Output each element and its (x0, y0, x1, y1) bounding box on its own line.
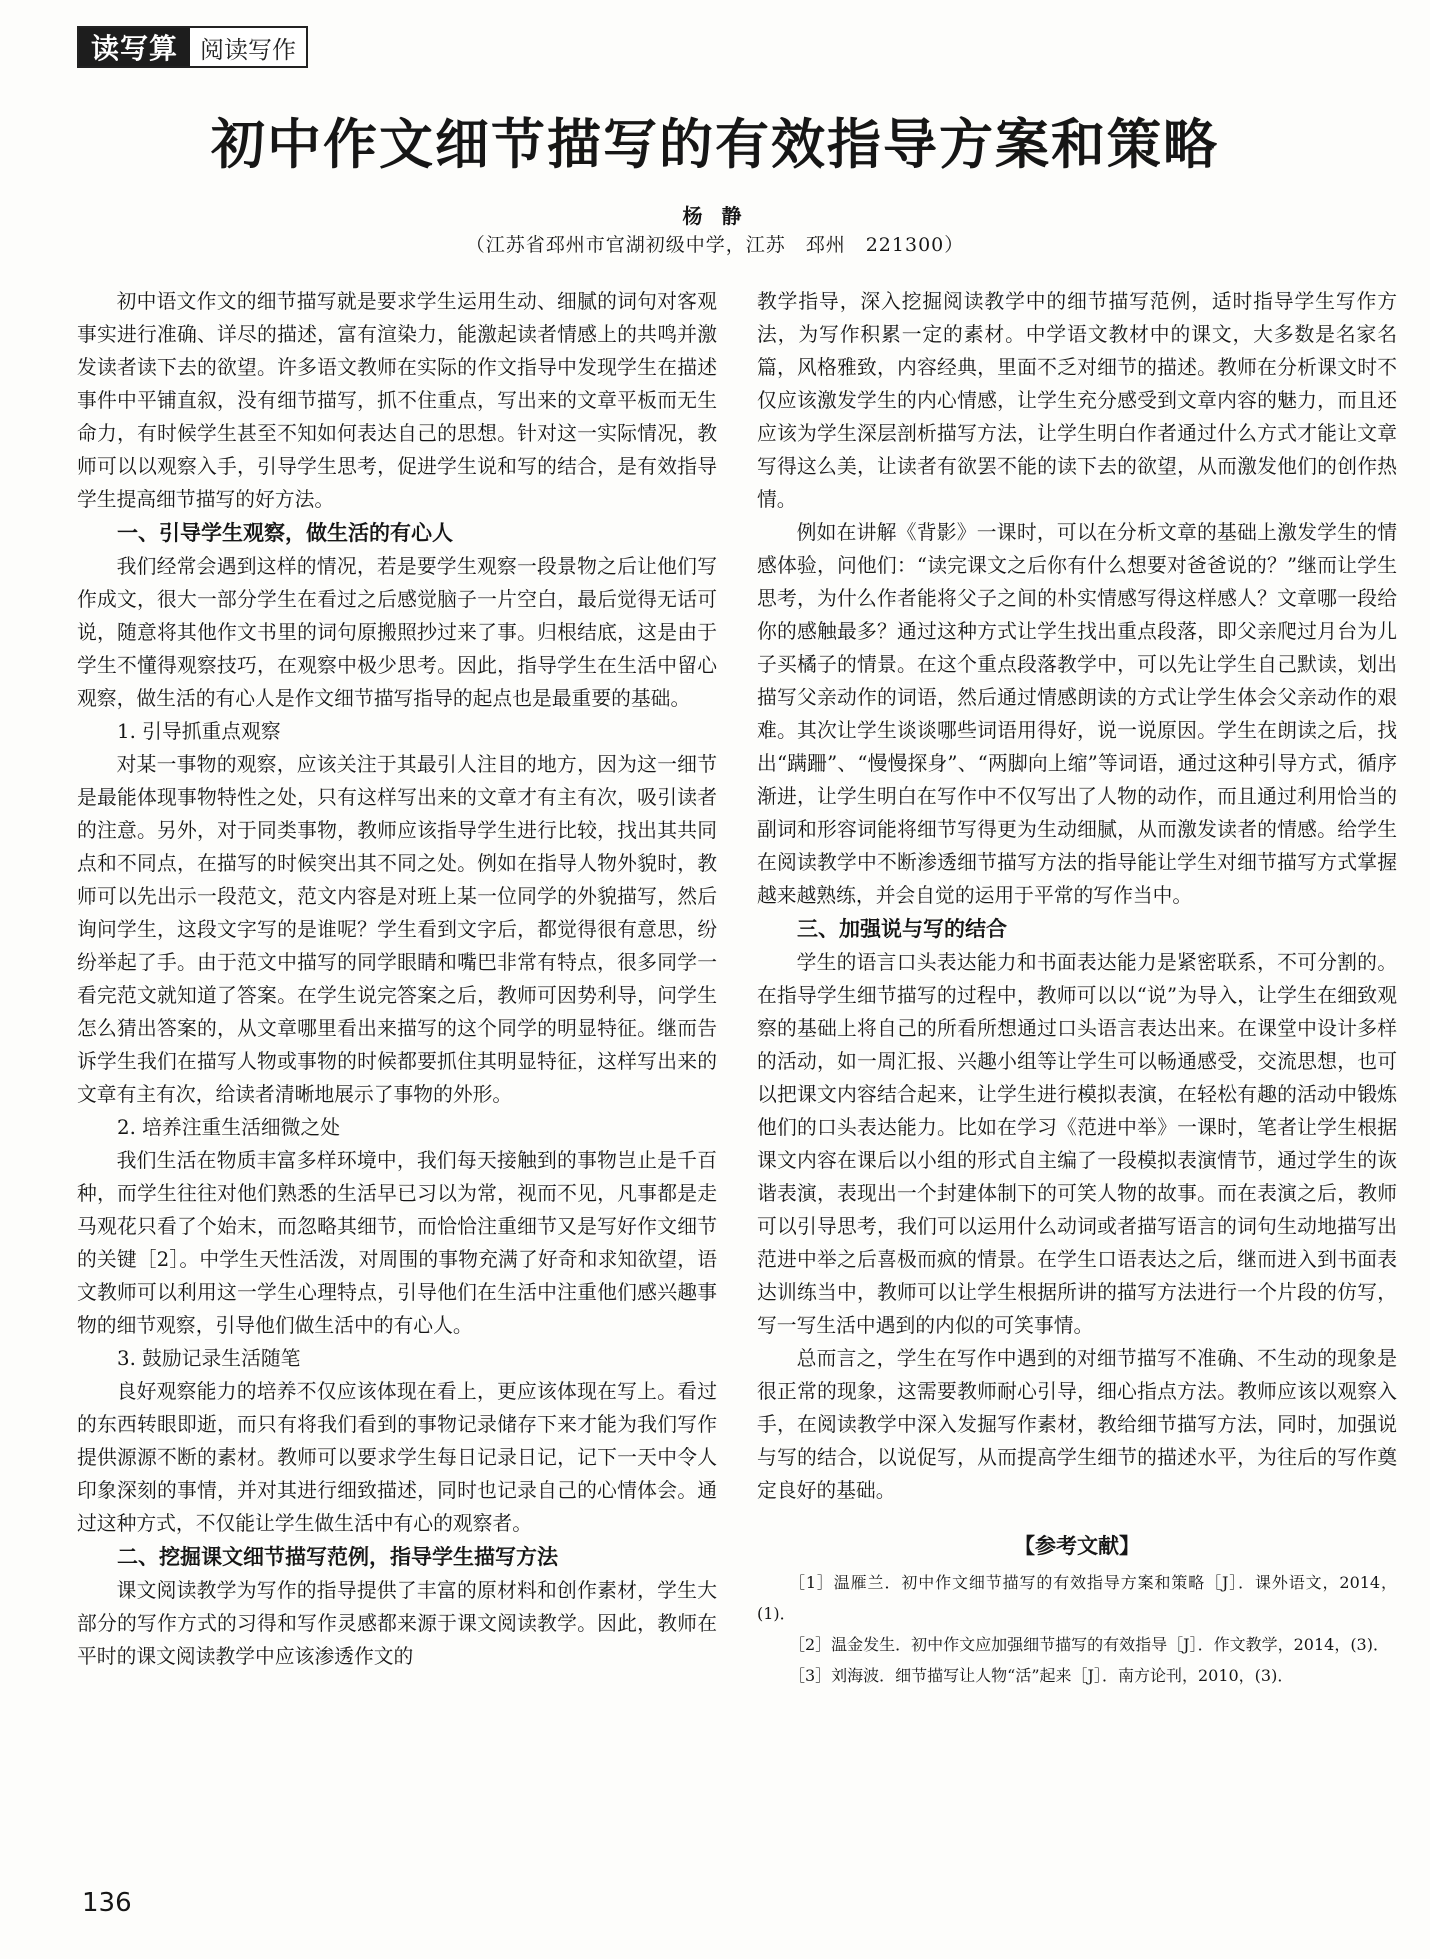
body-paragraph: 课文阅读教学为写作的指导提供了丰富的原材料和创作素材，学生大部分的写作方式的习得和写作灵感都来源于课文阅读教学。因此，教师在平时的课文阅读教学中应该渗透作文的 (77, 1579, 717, 1668)
body-paragraph: 对某一事物的观察，应该关注于其最引人注目的地方，因为这一细节是最能体现事物特性之处，只有这样写出来的文章才有主有次，吸引读者的注意。另外，对于同类事物，教师应该指导学生进行比较，找出其共同点和不同点，在描写的时候突出其不同之处。例如在指导人物外貌时，教师可以先出示一段范文，范文内容是对班上某一位同学的外貌描写，然后询问学生，这段文字写的是谁呢？学生看到文字后，都觉得很有意思，纷纷举起了手。由于范文中描写的同学眼睛和嘴巴非常有特点，很多同学一看完范文就知道了答案。在学生说完答案之后，教师可因势利导，问学生怎么猜出答案的，从文章哪里看出来描写的这个同学的明显特征。继而告诉学生我们在描写人物或事物的时候都要抓住其明显特征，这样写出来的文章有主有次，给读者清晰地展示了事物的外形。 (77, 753, 717, 1106)
article-title: 初中作文细节描写的有效指导方案和策略 (211, 112, 1219, 176)
section-heading-1: 一、引导学生观察，做生活的有心人 (117, 521, 453, 545)
magazine-brand: 读写算 (79, 28, 190, 66)
continued-paragraph: 教学指导，深入挖掘阅读教学中的细节描写范例，适时指导学生写作方法，为写作积累一定的素材。中学语文教材中的课文，大多数是名家名篇，风格雅致，内容经典，里面不乏对细节的描述。教师在分析课文时不仅应该激发学生的内心情感，让学生充分感受到文章内容的魅力，而且还应该为学生深层剖析描写方法，让学生明白作者通过什么方式才能让文章写得这么美，让读者有欲罢不能的读下去的欲望，从而激发他们的创作热情。 (757, 290, 1397, 511)
body-paragraph: 学生的语言口头表达能力和书面表达能力是紧密联系，不可分割的。在指导学生细节描写的过程中，教师可以以“说”为导入，让学生在细致观察的基础上将自己的所看所想通过口头语言表达出来。在课堂中设计多样的活动，如一周汇报、兴趣小组等让学生可以畅通感受，交流思想，也可以把课文内容结合起来，让学生进行模拟表演，在轻松有趣的活动中锻炼他们的口头表达能力。比如在学习《范进中举》一课时，笔者让学生根据课文内容在课后以小组的形式自主编了一段模拟表演情节，通过学生的诙谐表演，表现出一个封建体制下的可笑人物的故事。而在表演之后，教师可以引导思考，我们可以运用什么动词或者描写语言的词句生动地描写出范进中举之后喜极而疯的情景。在学生口语表达之后，继而进入到书面表达训练当中，教师可以让学生根据所讲的描写方法进行一个片段的仿写，写一写生活中遇到的内似的可笑事情。 (757, 951, 1397, 1337)
body-paragraph: 例如在讲解《背影》一课时，可以在分析文章的基础上激发学生的情感体验，问他们：“读完课文之后你有什么想要对爸爸说的？”继而让学生思考，为什么作者能将父子之间的朴实情感写得这样感人？文章哪一段给你的感触最多？通过这种方式让学生找出重点段落，即父亲爬过月台为儿子买橘子的情景。在这个重点段落教学中，可以先让学生自己默读，划出描写父亲动作的词语，然后通过情感朗读的方式让学生体会父亲动作的艰难。其次让学生谈谈哪些词语用得好，说一说原因。学生在朗读之后，找出“蹒跚”、“慢慢探身”、“两脚向上缩”等词语，通过这种引导方式，循序渐进，让学生明白在写作中不仅写出了人物的动作，而且通过利用恰当的副词和形容词能将细节写得更为生动细腻，从而激发读者的情感。给学生在阅读教学中不断渗透细节描写方法的指导能让学生对细节描写方式掌握越来越熟练，并会自觉的运用于平常的写作当中。 (757, 521, 1397, 907)
subheading-2: 2. 培养注重生活细微之处 (117, 1116, 340, 1139)
body-paragraph: 良好观察能力的培养不仅应该体现在看上，更应该体现在写上。看过的东西转眼即逝，而只有将我们看到的事物记录储存下来才能为我们写作提供源源不断的素材。教师可以要求学生每日记录日记，记下一天中令人印象深刻的事情，并对其进行细致描述，同时也记录自己的心情体会。通过这种方式，不仅能让学生做生活中有心的观察者。 (77, 1380, 717, 1535)
subheading-3: 3. 鼓励记录生活随笔 (117, 1347, 301, 1370)
subheading-1: 1. 引导抓重点观察 (117, 720, 281, 743)
references-heading: 【参考文献】 (1014, 1534, 1140, 1558)
section-label: 阅读写作 (190, 28, 306, 66)
intro-paragraph: 初中语文作文的细节描写就是要求学生运用生动、细腻的词句对客观事实进行准确、详尽的描述，富有渲染力，能激起读者情感上的共鸣并激发读者读下去的欲望。许多语文教师在实际的作文指导中发现学生在描述事件中平铺直叙，没有细节描写，抓不住重点，写出来的文章平板而无生命力，有时候学生甚至不知如何表达自己的思想。针对这一实际情况，教师可以以观察入手，引导学生思考，促进学生说和写的结合，是有效指导学生提高细节描写的好方法。 (77, 290, 717, 511)
body-paragraph: 我们经常会遇到这样的情况，若是要学生观察一段景物之后让他们写作成文，很大一部分学生在看过之后感觉脑子一片空白，最后觉得无话可说，随意将其他作文书里的词句原搬照抄过来了事。归根结底，这是由于学生不懂得观察技巧，在观察中极少思考。因此，指导学生在生活中留心观察，做生活的有心人是作文细节描写指导的起点也是最重要的基础。 (77, 555, 717, 710)
reference-item: ［1］温雁兰．初中作文细节描写的有效指导方案和策略［J］．课外语文，2014，(1)． (757, 1573, 1397, 1623)
page-number: 136 (82, 1888, 132, 1918)
section-heading-2: 二、挖掘课文细节描写范例，指导学生描写方法 (117, 1545, 558, 1569)
reference-item: ［2］温金发生．初中作文应加强细节描写的有效指导［J］．作文教学，2014，(3)． (789, 1635, 1389, 1654)
left-column (77, 285, 717, 1673)
author-name: 杨 静 (682, 204, 748, 228)
column-tag (77, 26, 308, 68)
reference-item: ［3］刘海波．细节描写让人物“活”起来［J］．南方论刊，2010，(3)． (789, 1666, 1294, 1685)
section-heading-3: 三、加强说与写的结合 (797, 917, 1007, 941)
author-affiliation: （江苏省邳州市官湖初级中学，江苏 邳州 221300） (465, 234, 965, 256)
right-column (757, 285, 1397, 1691)
conclusion-paragraph: 总而言之，学生在写作中遇到的对细节描写不准确、不生动的现象是很正常的现象，这需要教师耐心引导，细心指点方法。教师应该以观察入手，在阅读教学中深入发掘写作素材，教给细节描写方法，同时，加强说与写的结合，以说促写，从而提高学生细节的描述水平，为往后的写作奠定良好的基础。 (757, 1347, 1397, 1502)
body-paragraph: 我们生活在物质丰富多样环境中，我们每天接触到的事物岂止是千百种，而学生往往对他们熟悉的生活早已习以为常，视而不见，凡事都是走马观花只看了个始末，而忽略其细节，而恰恰注重细节又是写好作文细节的关键［2］。中学生天性活泼，对周围的事物充满了好奇和求知欲望，语文教师可以利用这一学生心理特点，引导他们在生活中注重他们感兴趣事物的细节观察，引导他们做生活中的有心人。 (77, 1149, 717, 1337)
